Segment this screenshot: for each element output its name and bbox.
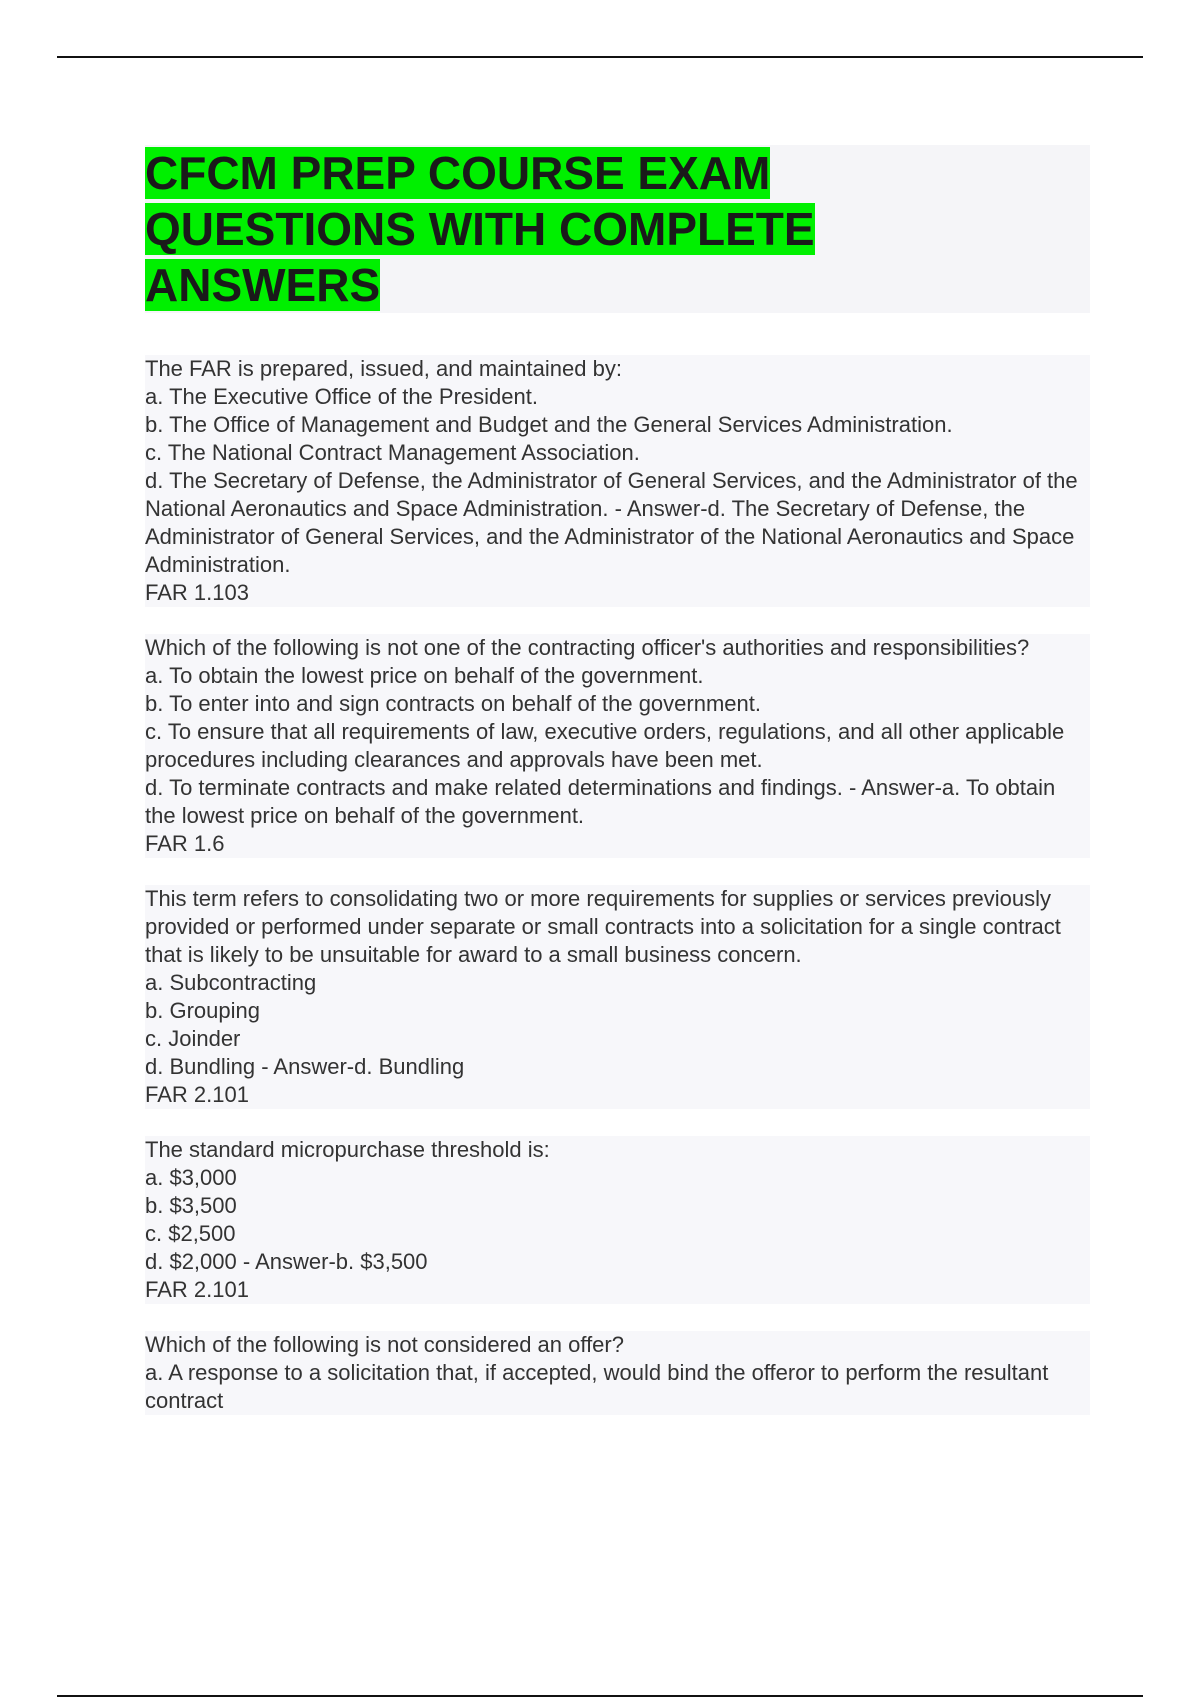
far-reference: FAR 1.6 — [145, 831, 225, 856]
title-line: CFCM PREP COURSE EXAM — [145, 147, 771, 199]
question-block — [145, 1331, 1090, 1415]
answer-option: d. To terminate contracts and make related determinations and findings. - Answer-a. To obtain the lowest price on behalf of the government. — [145, 775, 1056, 828]
question-text: The FAR is prepared, issued, and maintained by: — [145, 356, 622, 381]
document-body — [145, 145, 1090, 1442]
answer-option: c. To ensure that all requirements of law, executive orders, regulations, and all other applicable procedures including clearances and approvals have been met. — [145, 719, 1065, 772]
answer-option: a. A response to a solicitation that, if accepted, would bind the offeror to perform the resultant contract — [145, 1360, 1049, 1413]
answer-option: c. Joinder — [145, 1026, 241, 1051]
far-reference: FAR 1.103 — [145, 580, 249, 605]
question-block — [145, 355, 1090, 607]
question-text: Which of the following is not one of the contracting officer's authorities and responsibilities? — [145, 635, 1030, 660]
title-block — [145, 145, 1090, 313]
title-line: ANSWERS — [145, 259, 381, 311]
question-block — [145, 1136, 1090, 1304]
top-rule — [57, 56, 1143, 58]
answer-option: b. The Office of Management and Budget and the General Services Administration. — [145, 412, 953, 437]
far-reference: FAR 2.101 — [145, 1082, 249, 1107]
bottom-rule — [57, 1695, 1143, 1697]
answer-option: d. Bundling - Answer-d. Bundling — [145, 1054, 465, 1079]
question-text: This term refers to consolidating two or more requirements for supplies or services previously provided or performed under separate or small contracts into a solicitation for a single contract that is likely to be unsuitable for award to a small business concern. — [145, 886, 1061, 967]
answer-option: a. $3,000 — [145, 1165, 237, 1190]
answer-option: d. $2,000 - Answer-b. $3,500 — [145, 1249, 428, 1274]
answer-option: c. $2,500 — [145, 1221, 236, 1246]
far-reference: FAR 2.101 — [145, 1277, 249, 1302]
answer-option: b. $3,500 — [145, 1193, 237, 1218]
question-block — [145, 885, 1090, 1109]
question-text: The standard micropurchase threshold is: — [145, 1137, 550, 1162]
question-block — [145, 634, 1090, 858]
answer-option: b. Grouping — [145, 998, 260, 1023]
answer-option: a. The Executive Office of the President. — [145, 384, 538, 409]
answer-option: b. To enter into and sign contracts on behalf of the government. — [145, 691, 761, 716]
title-line: QUESTIONS WITH COMPLETE — [145, 203, 815, 255]
answer-option: d. The Secretary of Defense, the Administrator of General Services, and the Administrator of the National Aeronautics and Space Administration. - Answer-d. The Secretary of Defense, the Administrator of General Services, and the Administrator of the National Aeronautics and Space Administration. — [145, 468, 1078, 577]
answer-option: a. To obtain the lowest price on behalf of the government. — [145, 663, 704, 688]
answer-option: a. Subcontracting — [145, 970, 317, 995]
document-title — [145, 145, 1090, 313]
question-text: Which of the following is not considered an offer? — [145, 1332, 624, 1357]
answer-option: c. The National Contract Management Association. — [145, 440, 640, 465]
